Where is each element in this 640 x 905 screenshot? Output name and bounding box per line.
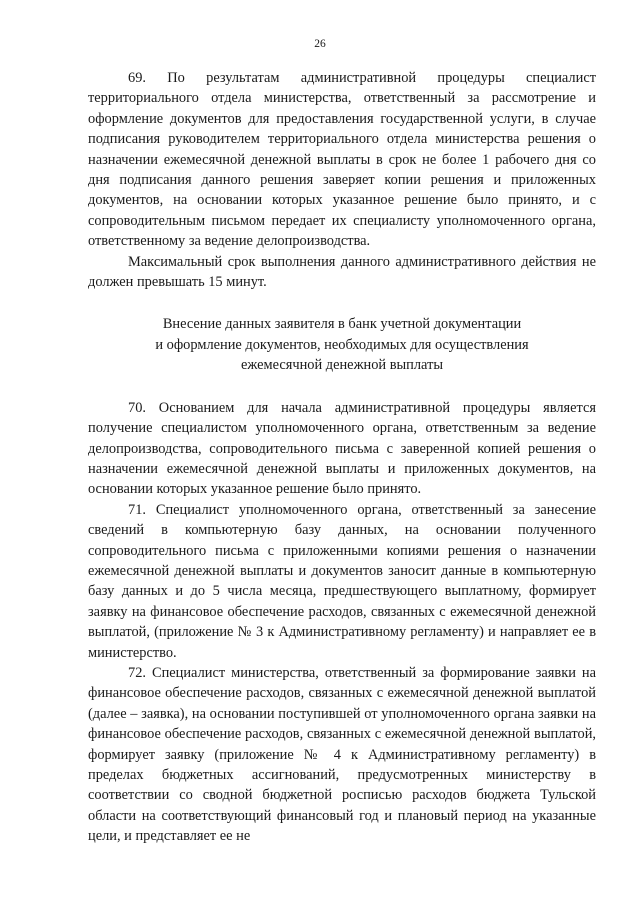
paragraph-max-time: Максимальный срок выполнения данного административного действия не должен превышать 15 минут. [88,253,596,291]
section-heading-line-3: ежемесячной денежной выплаты [240,357,444,374]
section-heading-line-1: Внесение данных заявителя в банк учетной документации [162,316,522,333]
section-heading [88,314,596,375]
paragraph-72: 72. Специалист министерства, ответственный за формирование заявки на финансовое обеспечение расходов, связанных с ежемесячной денежной выплатой (далее – заявка), на основании поступившей от уполномоченного органа заявки на финансовое обеспечение расходов, связанных с ежемесячной денежной выплатой, формирует заявку (приложение № 4 к Административному регламенту) в пределах бюджетных ассигнований, предусмотренных министерству в соответствии со сводной бюджетной росписью расходов бюджета Тульской области на соответствующий финансовый год и плановый период на указанные цели, и представляет ее не [88,664,596,845]
paragraph-69: 69. По результатам административной процедуры специалист территориального отдела министерства, ответственный за рассмотрение и оформление документов для предоставления государственной услуги, в случае подписания руководителем территориального отдела министерства решения о назначении ежемесячной денежной выплаты в срок не более 1 рабочего дня со дня подписания данного решения заверяет копии решения и приложенных документов, на основании которых указанное решение было принято, и с сопроводительным письмом передает их специалисту уполномоченного органа, ответственному за ведение делопроизводства. [88,70,596,250]
page-number: 26 [314,38,326,50]
document-body [88,68,596,847]
paragraph-71: 71. Специалист уполномоченного органа, ответственный за занесение сведений в компьютерную базу данных, на основании полученного сопроводительного письма с приложенными копиями решения о назначении ежемесячной денежной выплаты и документов заносит данные в компьютерную базу данных и до 5 числа месяца, предшествующего выплатному, формирует заявку на финансовое обеспечение расходов, связанных с ежемесячной денежной выплатой, (приложение № 3 к Административному регламенту) и направляет ее в министерство. [88,501,596,661]
paragraph-70: 70. Основанием для начала административной процедуры является получение специалистом уполномоченного органа, ответственным за ведение делопроизводства, сопроводительного письма с заверенной копией решения о назначении ежемесячной денежной выплаты и приложенных документов, на основании которых указанное решение было принято. [88,399,596,498]
section-heading-line-2: и оформление документов, необходимых для осуществления [155,336,529,353]
